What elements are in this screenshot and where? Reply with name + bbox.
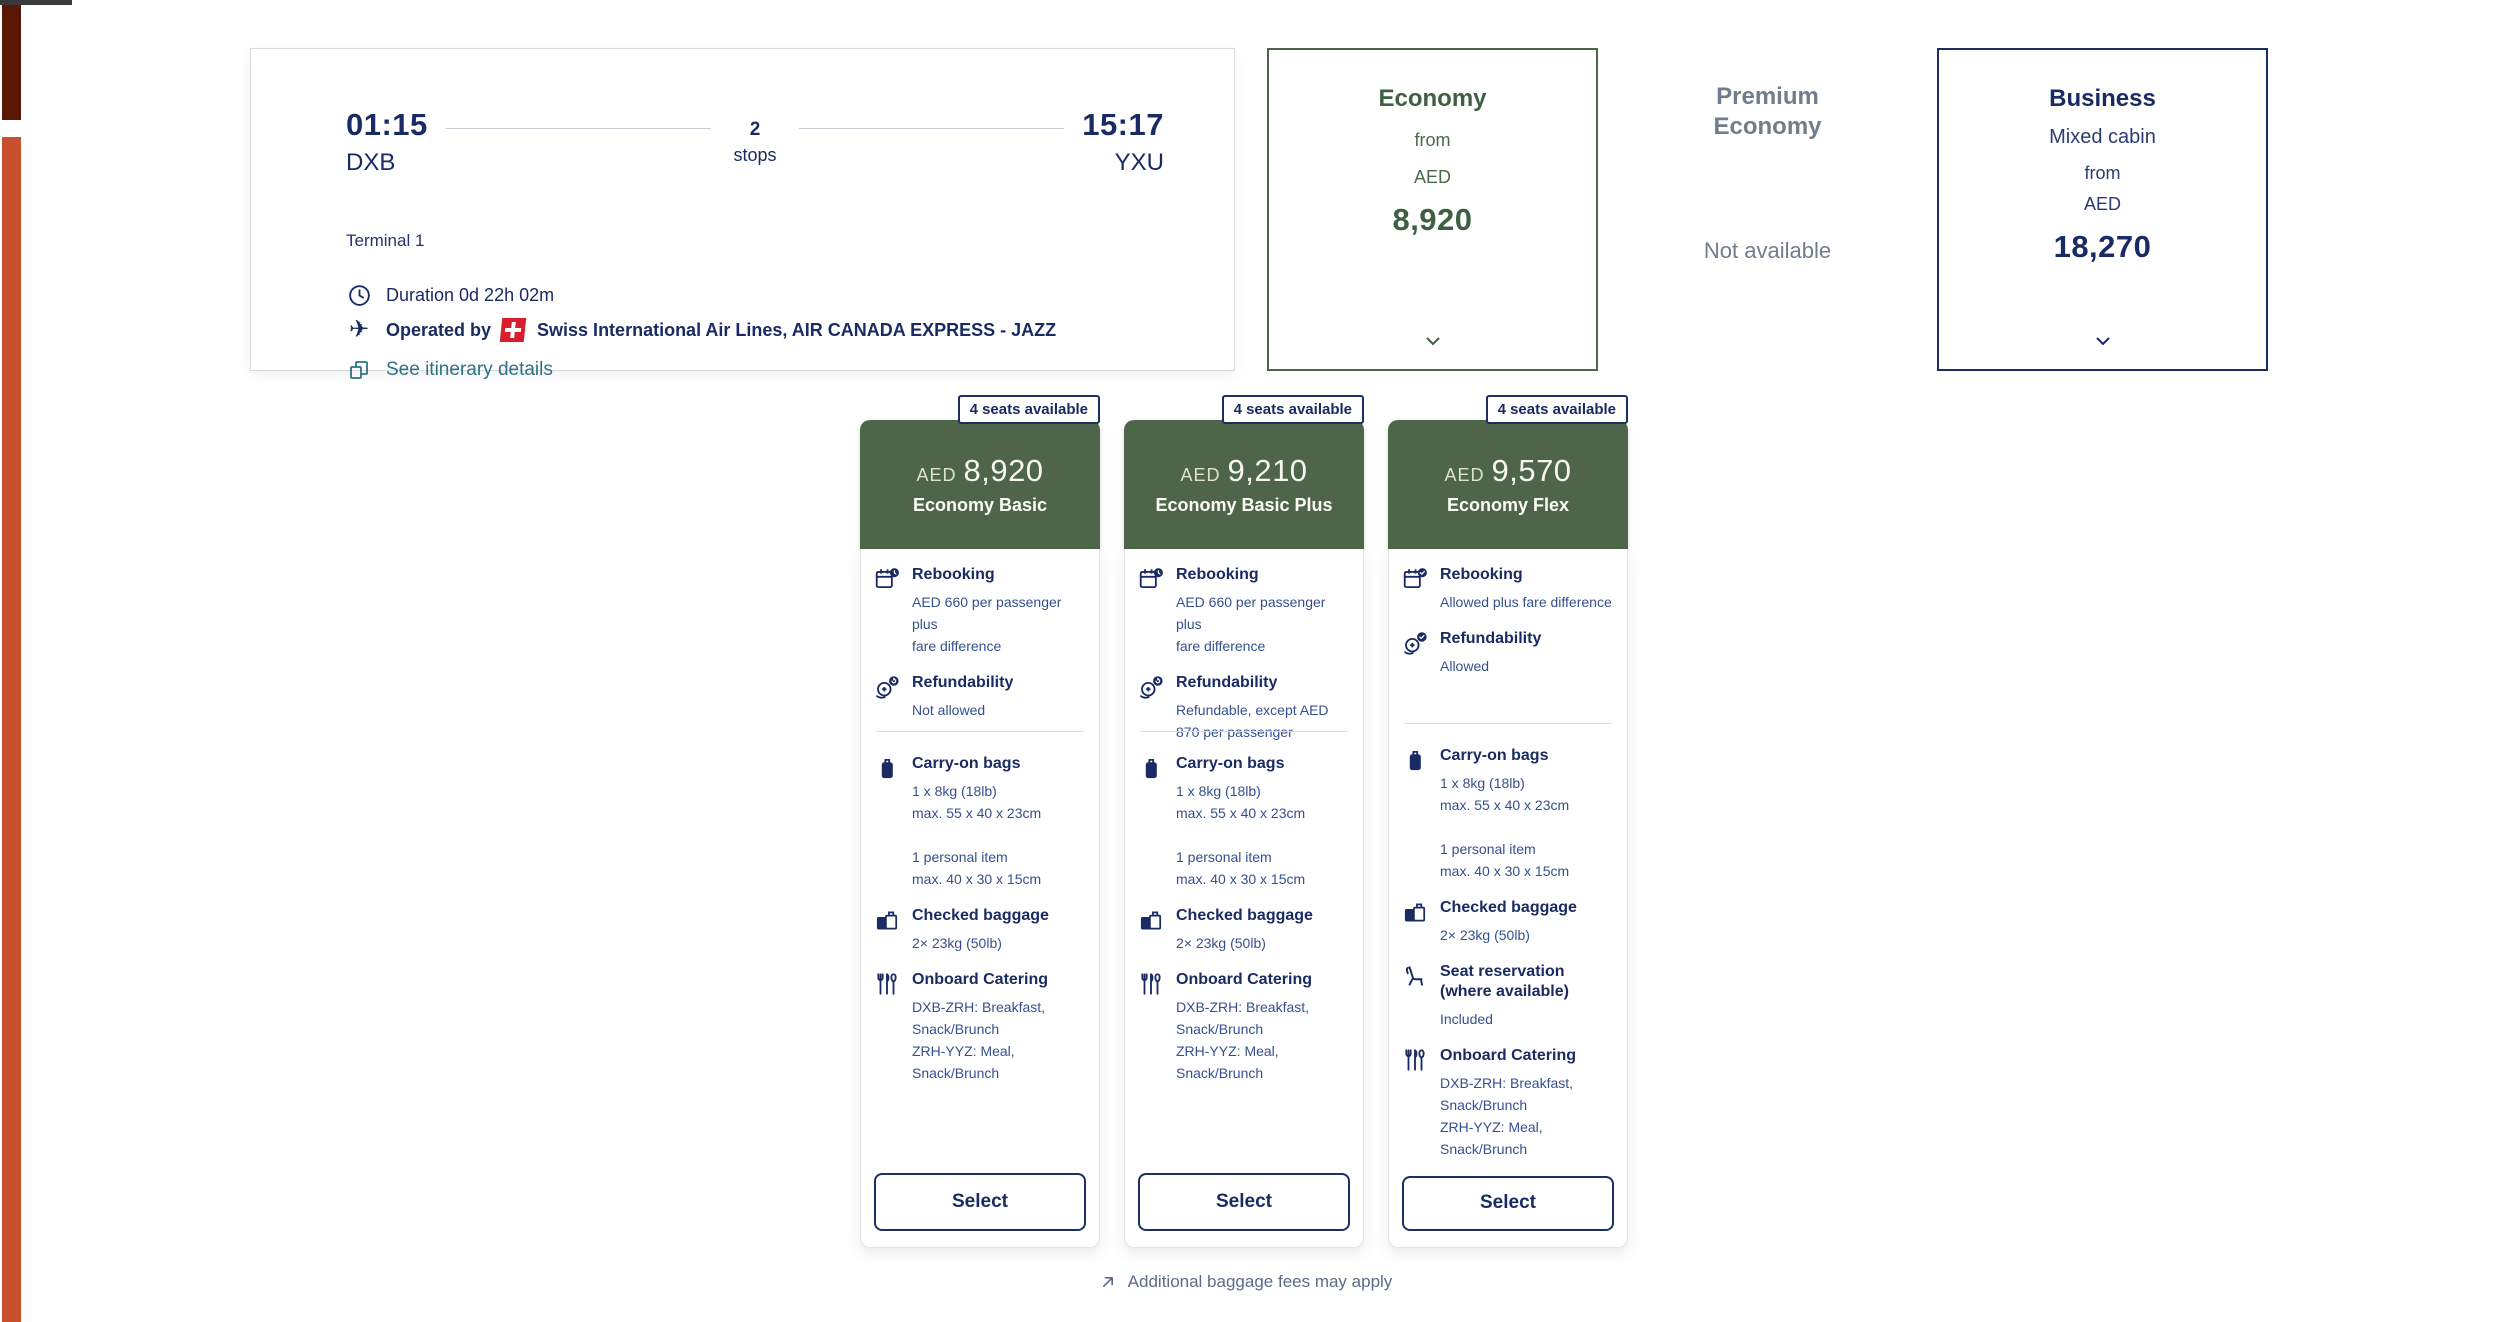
carry-on-icon (874, 754, 904, 890)
fare-feature-line (1176, 824, 1350, 846)
fare-feature-checked-baggage (1138, 906, 1350, 954)
stops-connector (446, 107, 1064, 166)
fare-feature-line: max. 55 x 40 x 23cm (1176, 805, 1306, 821)
cabin-title: Premium Economy (1713, 83, 1822, 140)
fare-feature-rebooking (874, 565, 1086, 657)
chevron-down-icon[interactable] (2088, 329, 2118, 353)
fare-feature-line: DXB-ZRH: Breakfast, (1440, 1074, 1574, 1091)
itinerary-pages-icon (346, 357, 372, 383)
cabin-title: Business (2049, 85, 2156, 112)
fare-feature-line: Refundable, except AED (1176, 702, 1329, 718)
fare-feature-line: max. 40 x 30 x 15cm (1440, 862, 1570, 879)
cabin-card-business[interactable] (1937, 48, 2268, 371)
cabin-status: Not available (1703, 238, 1832, 263)
fare-feature-line: fare difference (912, 638, 1002, 654)
operated-by-label: Operated by (386, 319, 492, 340)
fare-feature-line: 2× 23kg (50lb) (912, 935, 1002, 951)
fare-feature-carry-on-bags (1138, 754, 1350, 890)
catering-icon (874, 970, 904, 1084)
fare-feature-line: max. 40 x 30 x 15cm (1176, 871, 1306, 887)
fare-flexibility-sections (874, 565, 1086, 731)
connector-line-left (446, 128, 712, 129)
fare-price-line (1444, 453, 1571, 489)
seats-available-badge: 4 seats available (958, 395, 1100, 424)
seats-available-badge: 4 seats available (1222, 395, 1364, 424)
fare-price: 8,920 (963, 453, 1044, 488)
fare-feature-title: Carry-on bags (1440, 746, 1549, 764)
stops-label: stops (733, 145, 777, 165)
fare-header (1124, 420, 1364, 549)
catering-icon (1138, 970, 1168, 1084)
fare-feature-line: DXB-ZRH: Breakfast, (912, 999, 1046, 1015)
fare-feature-line: 1 personal item (1440, 840, 1536, 857)
duration-row (346, 282, 554, 308)
fare-feature-onboard-catering (1402, 1046, 1614, 1160)
select-fare-button[interactable]: Select (1138, 1173, 1350, 1231)
departure-time: 01:15 (346, 107, 428, 142)
seats-available-badge: 4 seats available (1486, 395, 1628, 424)
fare-feature-text (904, 754, 1086, 890)
fare-feature-line: 1 x 8kg (18lb) (1176, 783, 1261, 799)
fare-divider (876, 731, 1084, 732)
fare-feature-line: max. 40 x 30 x 15cm (912, 871, 1042, 887)
carry-on-icon (1402, 746, 1432, 882)
fare-feature-line: Snack/Brunch (1440, 1140, 1528, 1157)
operating-airlines: Swiss International Air Lines, AIR CANADA EXPRESS - JAZZ (537, 319, 1057, 340)
fare-feature-title: Rebooking (1176, 566, 1259, 583)
calendar-check-icon (1402, 565, 1432, 613)
stops-block (733, 119, 776, 166)
checked-baggage-icon (1402, 898, 1432, 946)
fare-feature-text (1168, 754, 1350, 890)
fare-feature-carry-on-bags (1402, 746, 1614, 882)
arrival-airport-code: YXU (1114, 149, 1164, 176)
fare-body (1124, 549, 1364, 1248)
fare-feature-text (1432, 565, 1614, 613)
fare-feature-text (1432, 1046, 1614, 1160)
checked-baggage-icon (874, 906, 904, 954)
clock-icon (346, 282, 372, 308)
refund-check-icon (1402, 629, 1432, 677)
fare-currency: AED (1444, 465, 1485, 485)
fare-feature-title: Checked baggage (1176, 907, 1313, 924)
fare-price: 9,570 (1491, 453, 1572, 488)
fare-divider (1404, 723, 1612, 724)
fare-feature-line: 2× 23kg (50lb) (1440, 926, 1530, 943)
refund-cycle-icon (874, 673, 904, 721)
swiss-airline-logo-icon (500, 318, 527, 342)
fare-feature-line: Snack/Brunch (1440, 1096, 1528, 1113)
fare-cards (860, 395, 1628, 1248)
fare-feature-line: Snack/Brunch (912, 1065, 1000, 1081)
fare-feature-line: AED 660 per passenger plus (912, 594, 1062, 632)
fare-feature-title: Carry-on bags (1176, 755, 1285, 772)
fare-feature-line: AED 660 per passenger plus (1176, 594, 1326, 632)
fare-feature-title: Rebooking (912, 566, 995, 583)
left-bar-orange (2, 137, 21, 1322)
fare-divider (1140, 731, 1348, 732)
fare-feature-text (1432, 962, 1614, 1030)
flight-result-row (250, 48, 2268, 380)
operated-by-row (346, 317, 1056, 343)
fare-feature-title: Onboard Catering (1176, 971, 1313, 988)
fare-feature-line: Allowed (1440, 658, 1490, 674)
fare-feature-text (1168, 906, 1350, 954)
footer-note-text: Additional baggage fees may apply (1127, 1272, 1393, 1291)
fare-name: Economy Basic (912, 495, 1048, 515)
select-fare-button[interactable]: Select (874, 1173, 1086, 1231)
fare-feature-title: Checked baggage (1440, 898, 1577, 916)
fare-feature-line: Snack/Brunch (1176, 1021, 1264, 1037)
fare-feature-line: 1 personal item (1176, 849, 1272, 865)
fare-currency: AED (916, 465, 957, 485)
fare-price: 9,210 (1227, 453, 1308, 488)
fare-feature-text (1432, 746, 1614, 882)
flight-summary-panel (250, 48, 1235, 380)
fare-feature-text (904, 906, 1086, 954)
fare-feature-line: max. 55 x 40 x 23cm (912, 805, 1042, 821)
fare-feature-line: ZRH-YYZ: Meal, (912, 1043, 1015, 1059)
cabin-from-label: from (2084, 163, 2121, 183)
fare-feature-line: 2× 23kg (50lb) (1176, 935, 1266, 951)
fare-feature-line: ZRH-YYZ: Meal, (1176, 1043, 1279, 1059)
fare-feature-line: DXB-ZRH: Breakfast, (1176, 999, 1310, 1015)
stops-count: 2 (749, 119, 761, 140)
fare-feature-onboard-catering (1138, 970, 1350, 1084)
time-row (346, 107, 1164, 177)
fare-feature-title: Onboard Catering (912, 971, 1049, 988)
fare-feature-text (1168, 565, 1350, 657)
fare-feature-checked-baggage (874, 906, 1086, 954)
fare-feature-title: Refundability (912, 674, 1014, 691)
fare-feature-title: Refundability (1176, 674, 1278, 691)
catering-icon (1402, 1046, 1432, 1160)
chevron-down-icon[interactable] (1418, 329, 1448, 353)
fare-header (860, 420, 1100, 549)
cabin-card-premium-economy (1598, 48, 1937, 371)
fare-flexibility-sections (1402, 565, 1614, 723)
cabin-subtitle: Mixed cabin (2049, 126, 2156, 148)
cabin-currency: AED (2083, 194, 2121, 214)
fare-body (860, 549, 1100, 1248)
fare-feature-refundability (1402, 629, 1614, 677)
fare-currency: AED (1180, 465, 1221, 485)
fare-feature-text (904, 565, 1086, 657)
fare-feature-line: Included (1440, 1010, 1493, 1027)
cabin-card-economy[interactable] (1267, 48, 1598, 371)
arrival-time: 15:17 (1082, 107, 1164, 142)
additional-baggage-fees-link[interactable] (860, 1272, 1630, 1292)
fare-feature-title: Onboard Catering (1440, 1046, 1577, 1064)
fare-feature-title: Carry-on bags (912, 755, 1021, 772)
external-link-arrow-icon (1098, 1272, 1118, 1292)
fare-feature-line: 1 x 8kg (18lb) (1440, 774, 1525, 791)
fare-feature-text (1168, 970, 1350, 1084)
fare-header (1388, 420, 1628, 549)
fare-name: Economy Flex (1446, 495, 1570, 515)
fare-feature-line: ZRH-YYZ: Meal, (1440, 1118, 1543, 1135)
fare-card-economy-basic-plus (1124, 395, 1364, 1248)
fare-feature-line: 870 per passenger (1176, 724, 1293, 740)
fare-body (1388, 549, 1628, 1248)
calendar-clock-icon (874, 565, 904, 657)
fare-feature-text (1168, 673, 1350, 743)
fare-feature-checked-baggage (1402, 898, 1614, 946)
cabin-from-label: from (1414, 130, 1451, 150)
fare-name: Economy Basic Plus (1155, 495, 1333, 515)
fare-price-line (1180, 453, 1307, 489)
fare-feature-line: 1 x 8kg (18lb) (912, 783, 997, 799)
fare-feature-line: 1 personal item (912, 849, 1008, 865)
fare-feature-text (904, 970, 1086, 1084)
fare-feature-line: Not allowed (912, 702, 986, 718)
fare-feature-line: max. 55 x 40 x 23cm (1440, 796, 1570, 813)
fare-feature-title: Rebooking (1440, 566, 1523, 583)
checked-baggage-icon (1138, 906, 1168, 954)
airplane-icon: ✈ (348, 316, 370, 343)
fare-feature-line (912, 824, 1086, 846)
seat-icon (1402, 962, 1432, 1030)
calendar-clock-icon (1138, 565, 1168, 657)
left-bar-maroon (2, 5, 21, 120)
fare-feature-title: Checked baggage (912, 907, 1049, 924)
fare-feature-line: fare difference (1176, 638, 1266, 654)
fare-card-economy-basic (860, 395, 1100, 1248)
fare-flexibility-sections (1138, 565, 1350, 740)
itinerary-details-link[interactable] (346, 357, 553, 383)
fare-card-economy-flex (1388, 395, 1628, 1248)
fare-feature-line (1440, 816, 1614, 838)
departure-block (346, 107, 428, 177)
departure-terminal: Terminal 1 (346, 231, 425, 250)
cabin-currency: AED (1413, 167, 1451, 187)
fare-feature-text (904, 673, 1086, 721)
fare-feature-onboard-catering (874, 970, 1086, 1084)
fare-feature-title: Refundability (1440, 630, 1542, 647)
cabin-price: 18,270 (2053, 229, 2152, 264)
cabin-title: Economy (1378, 85, 1487, 112)
fare-feature-title: Seat reservation (where available) (1440, 962, 1569, 1000)
carry-on-icon (1138, 754, 1168, 890)
fare-feature-carry-on-bags (874, 754, 1086, 890)
departure-airport-code: DXB (346, 149, 396, 176)
select-fare-button[interactable]: Select (1402, 1176, 1614, 1231)
fare-feature-line: Snack/Brunch (1176, 1065, 1264, 1081)
connector-line-right (799, 128, 1065, 129)
fare-feature-rebooking (1402, 565, 1614, 613)
fare-feature-text (1432, 629, 1614, 677)
fare-price-line (916, 453, 1043, 489)
refund-cycle-icon (1138, 673, 1168, 743)
duration-text: Duration 0d 22h 02m (386, 284, 555, 305)
fare-feature-line: Snack/Brunch (912, 1021, 1000, 1037)
cabin-price: 8,920 (1392, 202, 1473, 237)
fare-feature-refundability (874, 673, 1086, 721)
fare-feature-line: Allowed plus fare difference (1440, 594, 1612, 610)
fare-feature-text (1432, 898, 1614, 946)
fare-feature-refundability (1138, 673, 1350, 743)
itinerary-link-text: See itinerary details (386, 359, 553, 380)
arrival-block (1082, 107, 1164, 177)
fare-feature-seat-reservation-where-available (1402, 962, 1614, 1030)
fare-feature-rebooking (1138, 565, 1350, 657)
